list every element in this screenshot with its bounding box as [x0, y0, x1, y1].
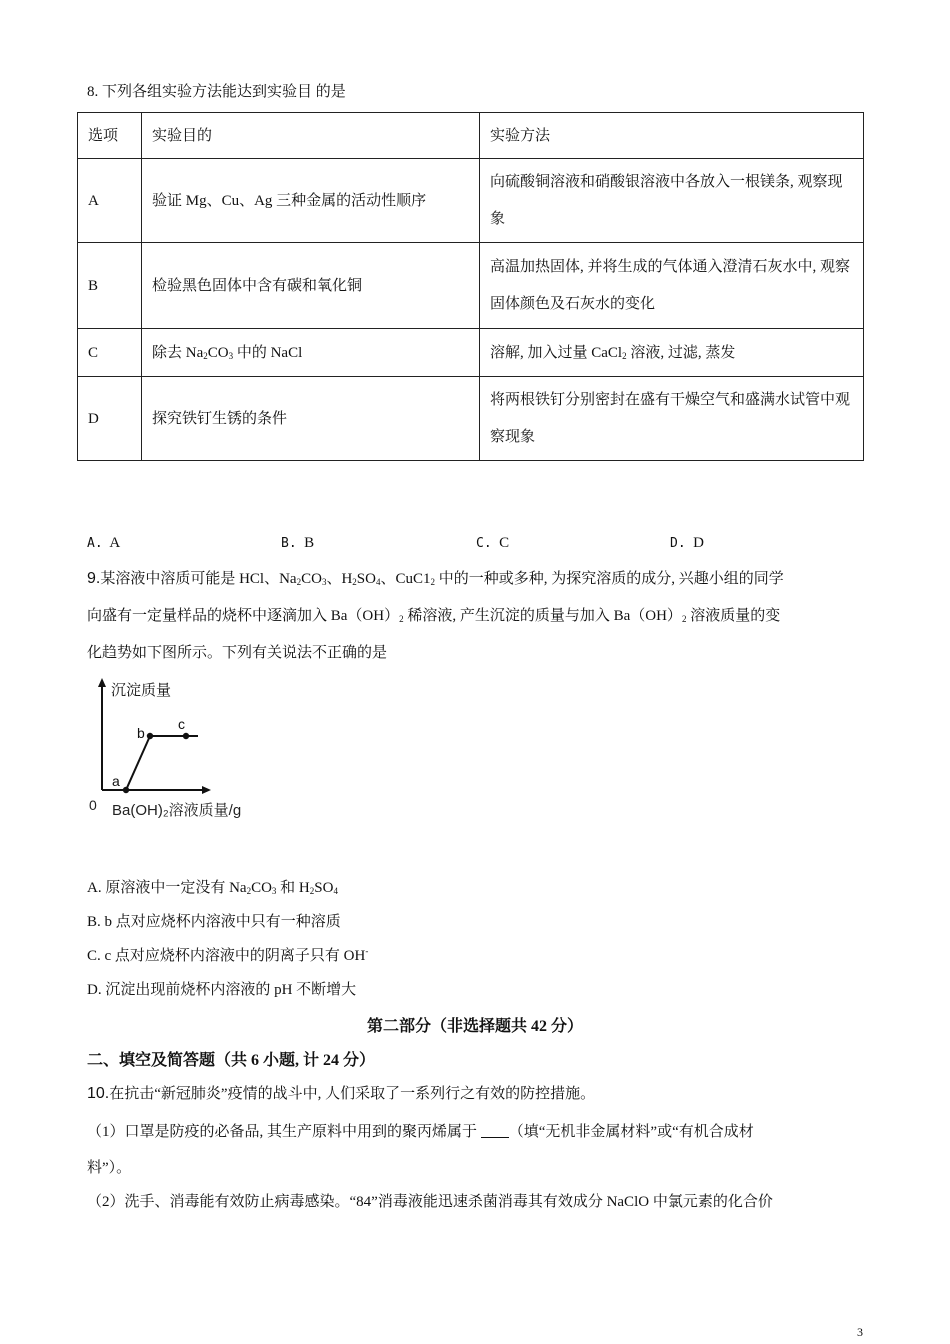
part2-title: 第二部分（非选择题共 42 分） — [366, 1018, 583, 1035]
q8-stem: 8. 下列各组实验方法能达到实验目 的是 — [87, 84, 346, 100]
q8-choice-b[interactable]: B. B — [281, 535, 315, 551]
point-label-c: c — [178, 716, 185, 732]
x-axis-arrow — [202, 786, 211, 794]
q9-option-d[interactable]: D. 沉淀出现前烧杯内溶液的 pH 不断增大 — [87, 982, 357, 998]
table-row — [78, 377, 864, 461]
row-option: A — [78, 159, 142, 243]
header-purpose: 实验目的 — [142, 113, 480, 159]
q9-option-c[interactable]: C. c 点对应烧杯内溶液中的阴离子只有 OH- — [87, 946, 369, 964]
row-purpose: 验证 Mg、Cu、Ag 三种金属的活动性顺序 — [142, 159, 480, 243]
row-method: 将两根铁钉分别密封在盛有干燥空气和盛满水试管中观察现象 — [480, 377, 864, 461]
q9-graph — [85, 672, 285, 827]
curve-segment — [126, 736, 150, 790]
row-option: C — [78, 329, 142, 377]
point-label-b: b — [137, 725, 145, 741]
q9-stem-line2: 向盛有一定量样品的烧杯中逐滴加入 $Ba(OH)_2$ 稀溶液, 产生沉淀的质量与加入 $Ba(OH)_2$ 溶液质量的变 — [87, 608, 781, 624]
point-label-a: a — [112, 773, 120, 789]
q10-part1-line2: 料”）。 — [87, 1160, 132, 1176]
q8-choice-a[interactable]: A. A — [87, 535, 121, 551]
section-title: 二、填空及简答题（共 6 小题, 计 24 分） — [87, 1052, 376, 1069]
q10-part2: （2）洗手、消毒能有效防止病毒感染。“84”消毒液能迅速杀菌消毒其有效成分 NaClO 中氯元素的化合价 — [87, 1194, 773, 1210]
q8-choice-c[interactable]: C. C — [476, 535, 510, 551]
q9-stem-line3: 化趋势如下图所示。下列有关说法不正确的是 — [87, 645, 388, 661]
q10-part1-line1: （1）口罩是防疫的必备品, 其生产原料中用到的聚丙烯属于 （填“无机非金属材料”或“有机合成材 — [87, 1124, 754, 1140]
row-method: 溶解, 加入过量 CaCl$_2$ 溶液, 过滤, 蒸发 — [480, 329, 864, 377]
point-b — [147, 733, 153, 739]
answer-blank[interactable] — [481, 1123, 509, 1138]
q10-stem: 10.在抗击“新冠肺炎”疫情的战斗中, 人们采取了一系列行之有效的防控措施。 — [87, 1085, 596, 1102]
x-axis-label: Ba(OH)₂溶液质量/g — [112, 802, 242, 819]
q9-option-a[interactable]: A. 原溶液中一定没有 $Na_2CO_3$ 和 $H_2SO_4$ — [87, 880, 338, 896]
q8-table — [77, 112, 864, 461]
point-c — [183, 733, 189, 739]
q8-choice-d[interactable]: D. D — [670, 535, 704, 551]
y-axis-label: 沉淀质量 — [111, 682, 172, 699]
row-method: 高温加热固体, 并将生成的气体通入澄清石灰水中, 观察固体颜色及石灰水的变化 — [480, 243, 864, 329]
y-axis-arrow — [98, 678, 106, 687]
header-option: 选项 — [78, 113, 142, 159]
header-method: 实验方法 — [480, 113, 864, 159]
row-option: D — [78, 377, 142, 461]
table-row — [78, 159, 864, 243]
origin-label: 0 — [89, 797, 97, 813]
row-purpose: 除去 $Na_2CO_3$ 中的 NaCl — [142, 329, 480, 377]
q9-option-b[interactable]: B. b 点对应烧杯内溶液中只有一种溶质 — [87, 914, 341, 930]
row-method: 向硫酸铜溶液和硝酸银溶液中各放入一根镁条, 观察现象 — [480, 159, 864, 243]
table-row — [78, 243, 864, 329]
row-purpose: 探究铁钉生锈的条件 — [142, 377, 480, 461]
table-header-row — [78, 113, 864, 159]
row-purpose: 检验黑色固体中含有碳和氧化铜 — [142, 243, 480, 329]
point-a — [123, 787, 129, 793]
q9-stem-line1: 9.某溶液中溶质可能是 HCl、$Na_2CO_3$、$H_2SO_4$、$CuC1_2$ 中的一种或多种, 为探究溶质的成分, 兴趣小组的同学 — [87, 570, 784, 587]
page-number: 3 — [857, 1325, 863, 1339]
table-row — [78, 329, 864, 377]
row-option: B — [78, 243, 142, 329]
